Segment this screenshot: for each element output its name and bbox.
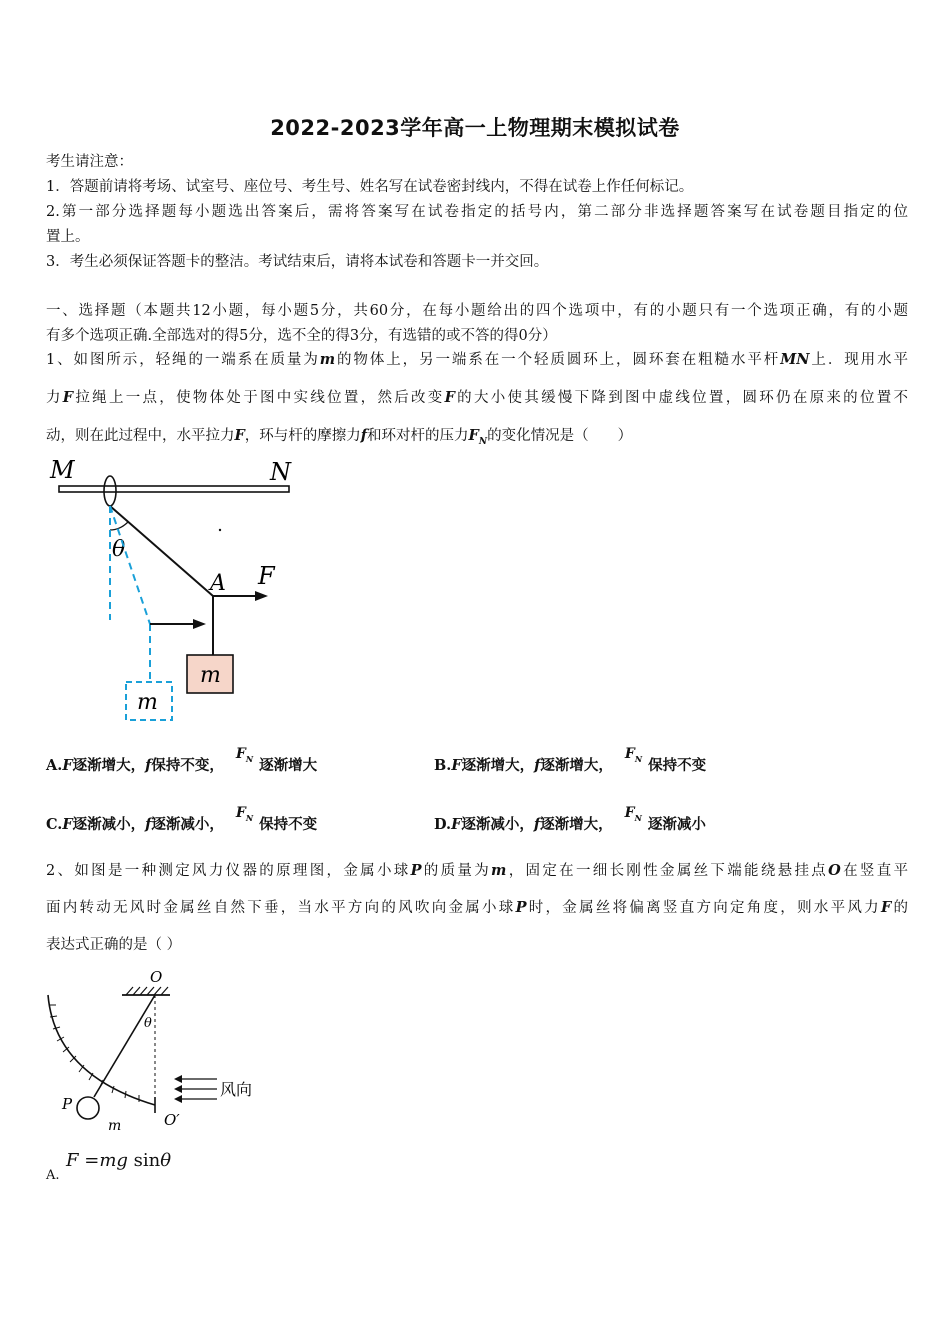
q1-text: 动，则在此过程中，水平拉力: [46, 428, 235, 444]
var-f: f: [360, 427, 368, 444]
fn-symbol: $F_N$: [624, 746, 643, 764]
q1-text: 1、如图所示，轻绳的一端系在质量为: [46, 352, 320, 368]
fn-symbol: $F_N$: [624, 805, 642, 823]
label-P: P: [62, 1095, 73, 1113]
label-O: O: [150, 968, 163, 986]
var-F: F: [444, 389, 455, 406]
q1-figure: [40, 450, 310, 730]
label-A: A: [210, 571, 226, 596]
label-F: F: [258, 562, 275, 590]
ceiling-hatch: [126, 987, 168, 995]
var-m: m: [319, 351, 336, 368]
label-M: M: [50, 456, 75, 484]
scale-ticks: [49, 1005, 139, 1102]
option-b[interactable]: B.F逐渐增大，f逐渐增大，$F_N$ 保持不变: [434, 746, 707, 774]
label-m-q2: m: [108, 1118, 122, 1134]
section-heading: 一、选择题（本题共12小题，每小题5分，共60分，在每小题给出的四个选项中，有的小题只有一个选项正确，有的小题: [46, 303, 908, 319]
var-fn: $F_N$: [468, 427, 488, 447]
q1-text: 和环对杆的压力: [367, 428, 469, 444]
rope-solid: [110, 506, 213, 596]
q2-option-a[interactable]: A.: [46, 1168, 60, 1183]
option-c[interactable]: C.F逐渐减小，f逐渐减小，$F_N$ 保持不变: [46, 805, 318, 833]
q2-figure: [40, 965, 280, 1140]
force-arrowhead: [255, 591, 268, 601]
q2-line-1: 2、如图是一种测定风力仪器的原理图，金属小球P的质量为m，固定在一细长刚性金属丝下端能绕悬挂点O在竖直平: [46, 862, 909, 879]
label-O-prime: O′: [164, 1111, 180, 1129]
option-d[interactable]: D.F逐渐减小，f逐渐增大，$F_N$ 逐渐减小: [434, 805, 706, 833]
notice-heading: 考生请注意：: [46, 154, 133, 170]
var-mn: MN: [780, 351, 810, 368]
option-a[interactable]: A.F逐渐增大，f保持不变，$F_N$ 逐渐增大: [46, 746, 318, 774]
label-N: N: [270, 458, 291, 486]
q1-line-3: [46, 426, 908, 452]
var-F: F: [234, 427, 245, 444]
notice-item-1: 1．答题前请将考场、试室号、座位号、考生号、姓名写在试卷密封线内，不得在试卷上作任何标记。: [46, 179, 694, 195]
q1-text: 拉绳上一点，使物体处于图中实线位置，然后改变: [73, 390, 445, 406]
fn-symbol: $F_N$: [235, 746, 254, 764]
q1-text: 的变化情况是（ ）: [487, 428, 633, 444]
label-m-solid: m: [200, 663, 221, 688]
theta-arc: [110, 522, 128, 530]
label-m-dashed: m: [137, 690, 158, 715]
dot: [219, 529, 221, 531]
page-title: 2022-2023学年高一上物理期末模拟试卷: [270, 116, 680, 140]
label-theta: θ: [112, 537, 126, 562]
notice-item-2: 2.第一部分选择题每小题选出答案后，需将答案写在试卷指定的括号内，第二部分非选择题答案写在试卷题目指定的位: [46, 204, 908, 220]
q2-option-a-formula: F =mg sinθ: [66, 1150, 172, 1171]
label-theta-q2: θ: [144, 1016, 152, 1031]
notice-item-3: 3．考生必须保证答题卡的整洁。考试结束后，请将本试卷和答题卡一并交回。: [46, 254, 549, 270]
wind-arrows: [174, 1075, 217, 1103]
notice-item-2-cont: 置上。: [46, 229, 90, 245]
q1-text: ，环与杆的摩擦力: [244, 428, 361, 444]
force-arrowhead-2: [193, 619, 206, 629]
label-wind: 风向: [220, 1080, 253, 1099]
q1-line-2: [46, 388, 908, 408]
wire: [94, 995, 155, 1097]
scale-arc: [48, 995, 155, 1105]
q1-text: 力: [46, 390, 63, 406]
q1-line-1: [46, 350, 908, 370]
q2-line-3: 表达式正确的是（ ）: [46, 937, 182, 953]
var-F: F: [62, 389, 74, 406]
ball-P: [77, 1097, 99, 1119]
section-heading-cont: 有多个选项正确.全部选对的得5分，选不全的得3分，有选错的或不答的得0分）: [46, 328, 557, 344]
q2-line-2: 面内转动无风时金属丝自然下垂，当水平方向的风吹向金属小球P时，金属丝将偏离竖直方向定角度，则水平风力F的: [46, 899, 909, 916]
q1-text: 的物体上，另一端系在一个轻质圆环上，圆环套在粗糙水平杆: [335, 352, 781, 368]
q1-text: 的大小使其缓慢下降到图中虚线位置，圆环仍在原来的位置不: [454, 390, 909, 406]
fn-symbol: $F_N$: [235, 805, 254, 823]
rod-mn: [59, 486, 289, 492]
q1-text: 上．现用水平: [809, 352, 908, 368]
